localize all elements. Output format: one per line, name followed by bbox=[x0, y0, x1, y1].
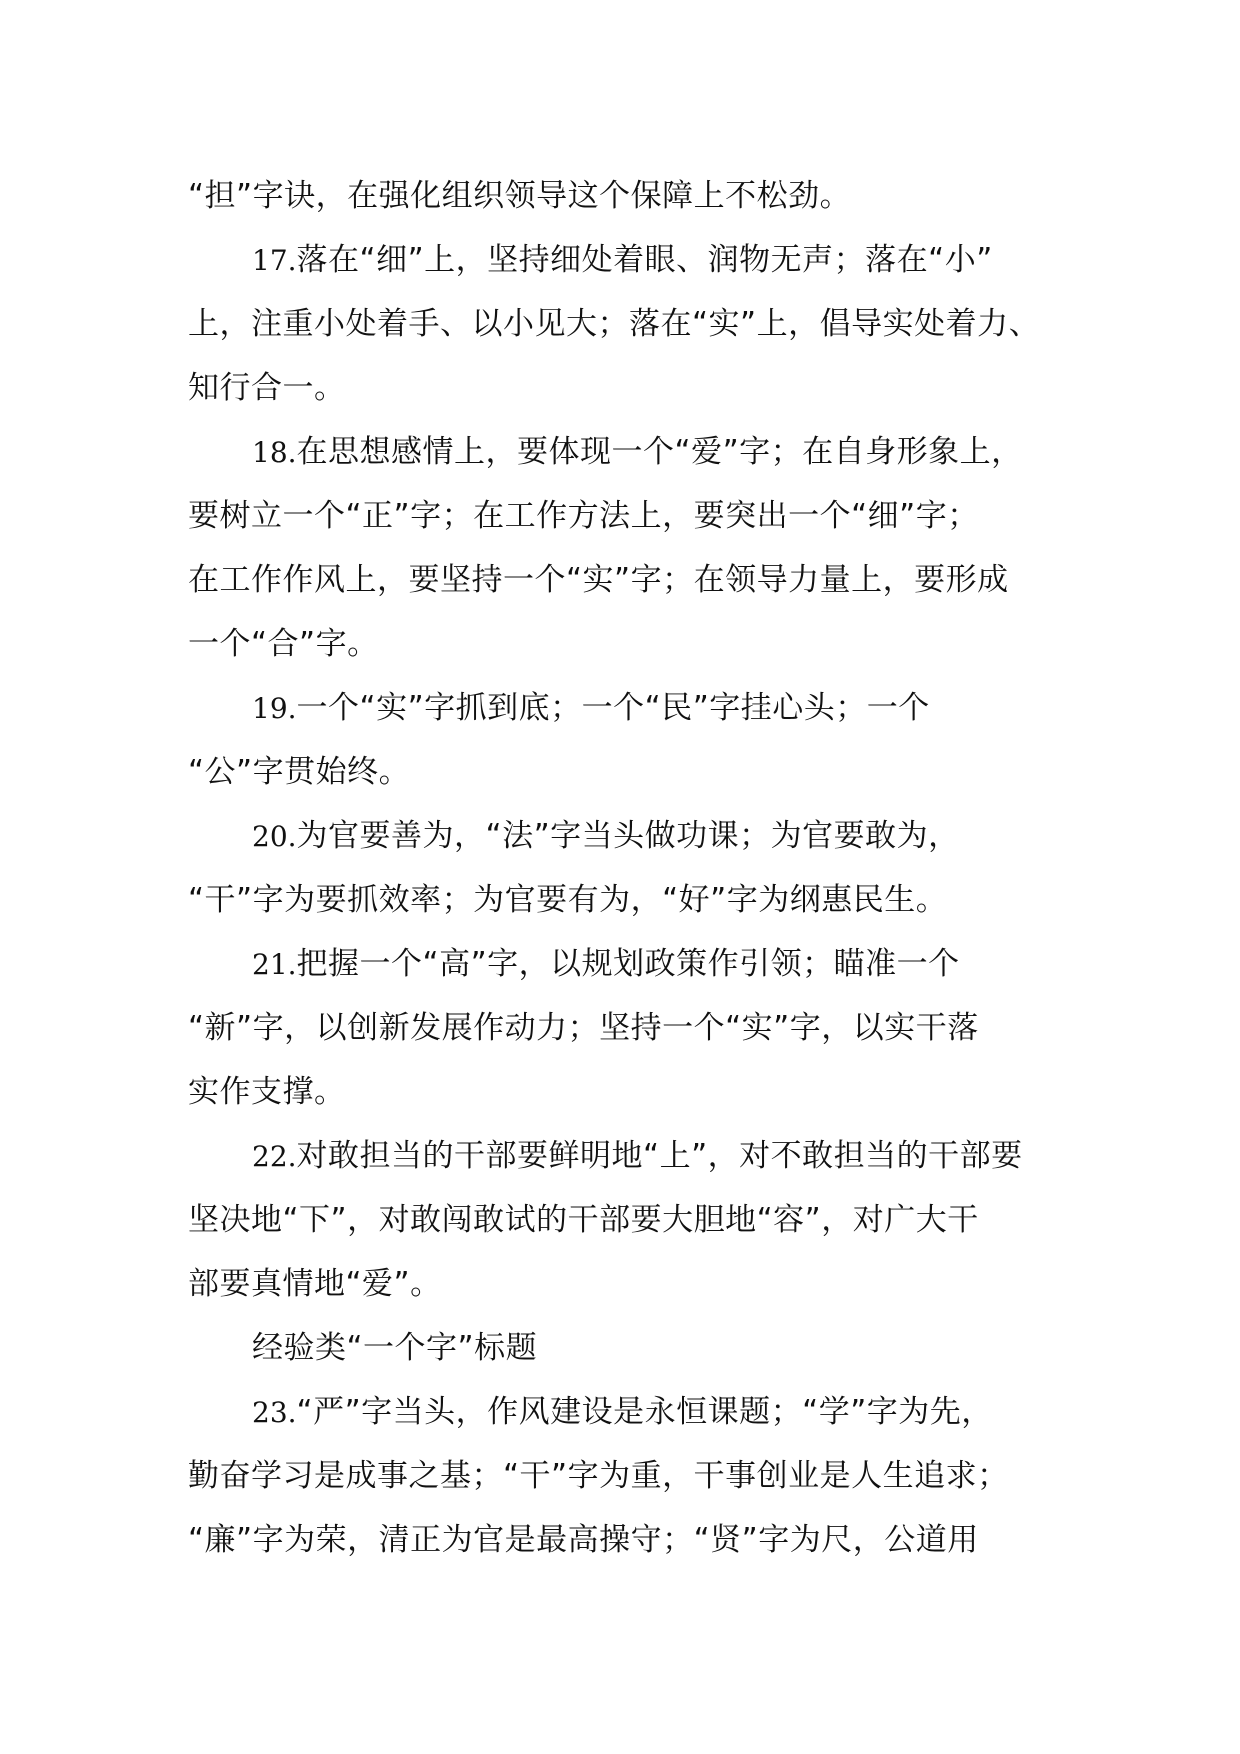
paragraph-18-line bbox=[252, 432, 1023, 472]
text-line bbox=[188, 560, 1009, 600]
line-text: “担”字诀，在强化组织领导这个保障上不松劲。 bbox=[188, 178, 852, 214]
line-text: 部要真情地“爱”。 bbox=[188, 1266, 442, 1302]
item-number: 19. bbox=[252, 692, 297, 725]
line-text: 为官要善为，“法”字当头做功课；为官要敢为， bbox=[296, 818, 960, 854]
paragraph-17-line bbox=[252, 240, 993, 280]
item-number: 21. bbox=[252, 948, 297, 981]
line-text: 知行合一。 bbox=[188, 370, 346, 406]
line-text: 一个“合”字。 bbox=[188, 626, 379, 662]
line-text: “公”字贯始终。 bbox=[188, 754, 411, 790]
text-line bbox=[188, 1456, 1009, 1496]
line-text: 一个“实”字抓到底；一个“民”字挂心头；一个 bbox=[296, 690, 930, 726]
text-line bbox=[188, 1200, 979, 1240]
text-line bbox=[188, 752, 410, 792]
text-line bbox=[188, 1264, 442, 1304]
line-text: 要树立一个“正”字；在工作方法上，要突出一个“细”字； bbox=[188, 498, 979, 534]
paragraph-22-line bbox=[252, 1136, 1023, 1176]
item-number: 17. bbox=[252, 244, 297, 277]
item-number: 20. bbox=[252, 820, 297, 853]
item-number: 23. bbox=[252, 1396, 297, 1429]
line-text: 实作支撑。 bbox=[188, 1074, 346, 1110]
line-text: “新”字，以创新发展作动力；坚持一个“实”字，以实干落 bbox=[188, 1010, 979, 1046]
text-line bbox=[188, 1520, 979, 1560]
line-text: 上，注重小处着手、以小见大；落在“实”上，倡导实处着力、 bbox=[188, 306, 1041, 342]
line-text: 坚决地“下”，对敢闯敢试的干部要大胆地“容”，对广大干 bbox=[188, 1202, 979, 1238]
text-line bbox=[188, 496, 979, 536]
text-line bbox=[188, 368, 346, 408]
text-line bbox=[188, 176, 851, 216]
text-line bbox=[188, 1072, 346, 1112]
item-number: 22. bbox=[252, 1140, 297, 1173]
line-text: 把握一个“高”字，以规划政策作引领；瞄准一个 bbox=[296, 946, 960, 982]
paragraph-20-line bbox=[252, 816, 960, 856]
line-text: 在工作作风上，要坚持一个“实”字；在领导力量上，要形成 bbox=[188, 562, 1009, 598]
paragraph-19-line bbox=[252, 688, 930, 728]
line-text: 对敢担当的干部要鲜明地“上”，对不敢担当的干部要 bbox=[296, 1138, 1023, 1174]
text-line bbox=[188, 624, 379, 664]
line-text: “严”字当头，作风建设是永恒课题；“学”字为先， bbox=[296, 1394, 993, 1430]
text-line bbox=[188, 304, 1040, 344]
line-text: “廉”字为荣，清正为官是最高操守；“贤”字为尺，公道用 bbox=[188, 1522, 979, 1558]
text-line bbox=[188, 880, 947, 920]
text-line bbox=[188, 1008, 979, 1048]
line-text: 勤奋学习是成事之基；“干”字为重，干事创业是人生追求； bbox=[188, 1458, 1009, 1494]
line-text: “干”字为要抓效率；为官要有为，“好”字为纲惠民生。 bbox=[188, 882, 948, 918]
line-text: 在思想感情上，要体现一个“爱”字；在自身形象上， bbox=[296, 434, 1023, 470]
line-text: 落在“细”上，坚持细处着眼、润物无声；落在“小” bbox=[296, 242, 993, 278]
paragraph-21-line bbox=[252, 944, 960, 984]
paragraph-23-line bbox=[252, 1392, 993, 1432]
heading-text: 经验类“一个字”标题 bbox=[252, 1330, 538, 1366]
section-heading bbox=[252, 1328, 537, 1368]
item-number: 18. bbox=[252, 436, 297, 469]
